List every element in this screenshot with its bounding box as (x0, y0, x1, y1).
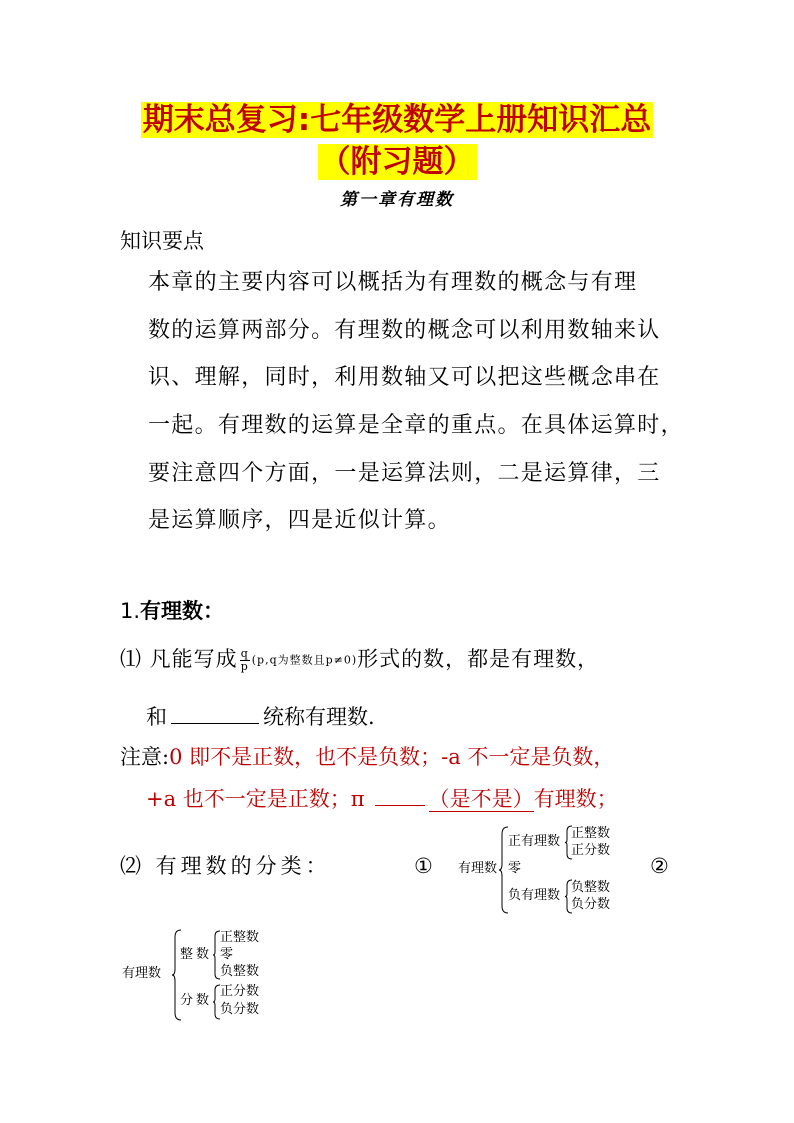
page-subtitle: （附习题） (319, 144, 475, 180)
circle-marker-1: ① (414, 854, 433, 878)
tree1-positive-integer: 正整数 (571, 826, 611, 841)
knowledge-points-label: 知识要点 (120, 229, 204, 253)
tree1-zero: 零 (508, 861, 522, 876)
note-line-1: 注意:0 即不是正数，也不是负数；-a 不一定是负数， (120, 745, 615, 769)
tree2-negative-fraction: 负分数 (220, 1002, 260, 1017)
chapter-heading: 第一章有理数 (340, 190, 454, 210)
intro-line-3: 识、理解，同时，利用数轴又可以把这些概念串在 (148, 365, 661, 390)
pi-answer-blank (375, 803, 425, 806)
classification-label: ⑵ 有理数的分类： (120, 854, 331, 878)
tree1-root: 有理数 (458, 861, 498, 876)
tree2-positive-integer: 正整数 (220, 930, 260, 945)
fill-blank-line: 和 统称有理数. (146, 705, 375, 729)
tree2-positive-fraction: 正分数 (220, 984, 260, 999)
tree1-negative: 负有理数 (508, 888, 561, 903)
intro-line-2: 数的运算两部分。有理数的概念可以利用数轴来认 (148, 318, 661, 343)
tree1-negative-fraction: 负分数 (571, 897, 611, 912)
tree2-root: 有理数 (122, 966, 162, 981)
circle-marker-2: ② (650, 854, 669, 878)
intro-line-4: 一起。有理数的运算是全章的重点。在具体运算时， (148, 413, 684, 438)
definition-line: ⑴ 凡能写成 $\frac{q}{p}$ (p,q为整数且p≠0)形式的数，都是有理数， (120, 647, 600, 673)
page-title: 期末总复习:七年级数学上册知识汇总 (142, 102, 652, 138)
answer-blank (171, 721, 259, 724)
tree2-integer: 整数 (180, 947, 213, 962)
intro-line-1: 本章的主要内容可以概括为有理数的概念与有理 (148, 270, 638, 295)
tree1-positive: 正有理数 (508, 834, 561, 849)
intro-line-6: 是运算顺序，四是近似计算。 (148, 508, 451, 533)
tree2-negative-integer: 负整数 (220, 964, 260, 979)
intro-line-5: 要注意四个方面，一是运算法则，二是运算律，三 (148, 461, 661, 486)
tree2-fraction: 分数 (180, 993, 213, 1008)
tree2-zero: 零 (220, 947, 234, 962)
note-line-2: +a 也不一定是正数；π （是不是）有理数； (146, 787, 618, 811)
fraction-q-over-p: $\frac{q}{p}$ (240, 647, 249, 673)
tree1-positive-fraction: 正分数 (571, 843, 611, 858)
section-1-heading: 1.有理数： (120, 598, 225, 623)
tree1-negative-integer: 负整数 (571, 880, 611, 895)
